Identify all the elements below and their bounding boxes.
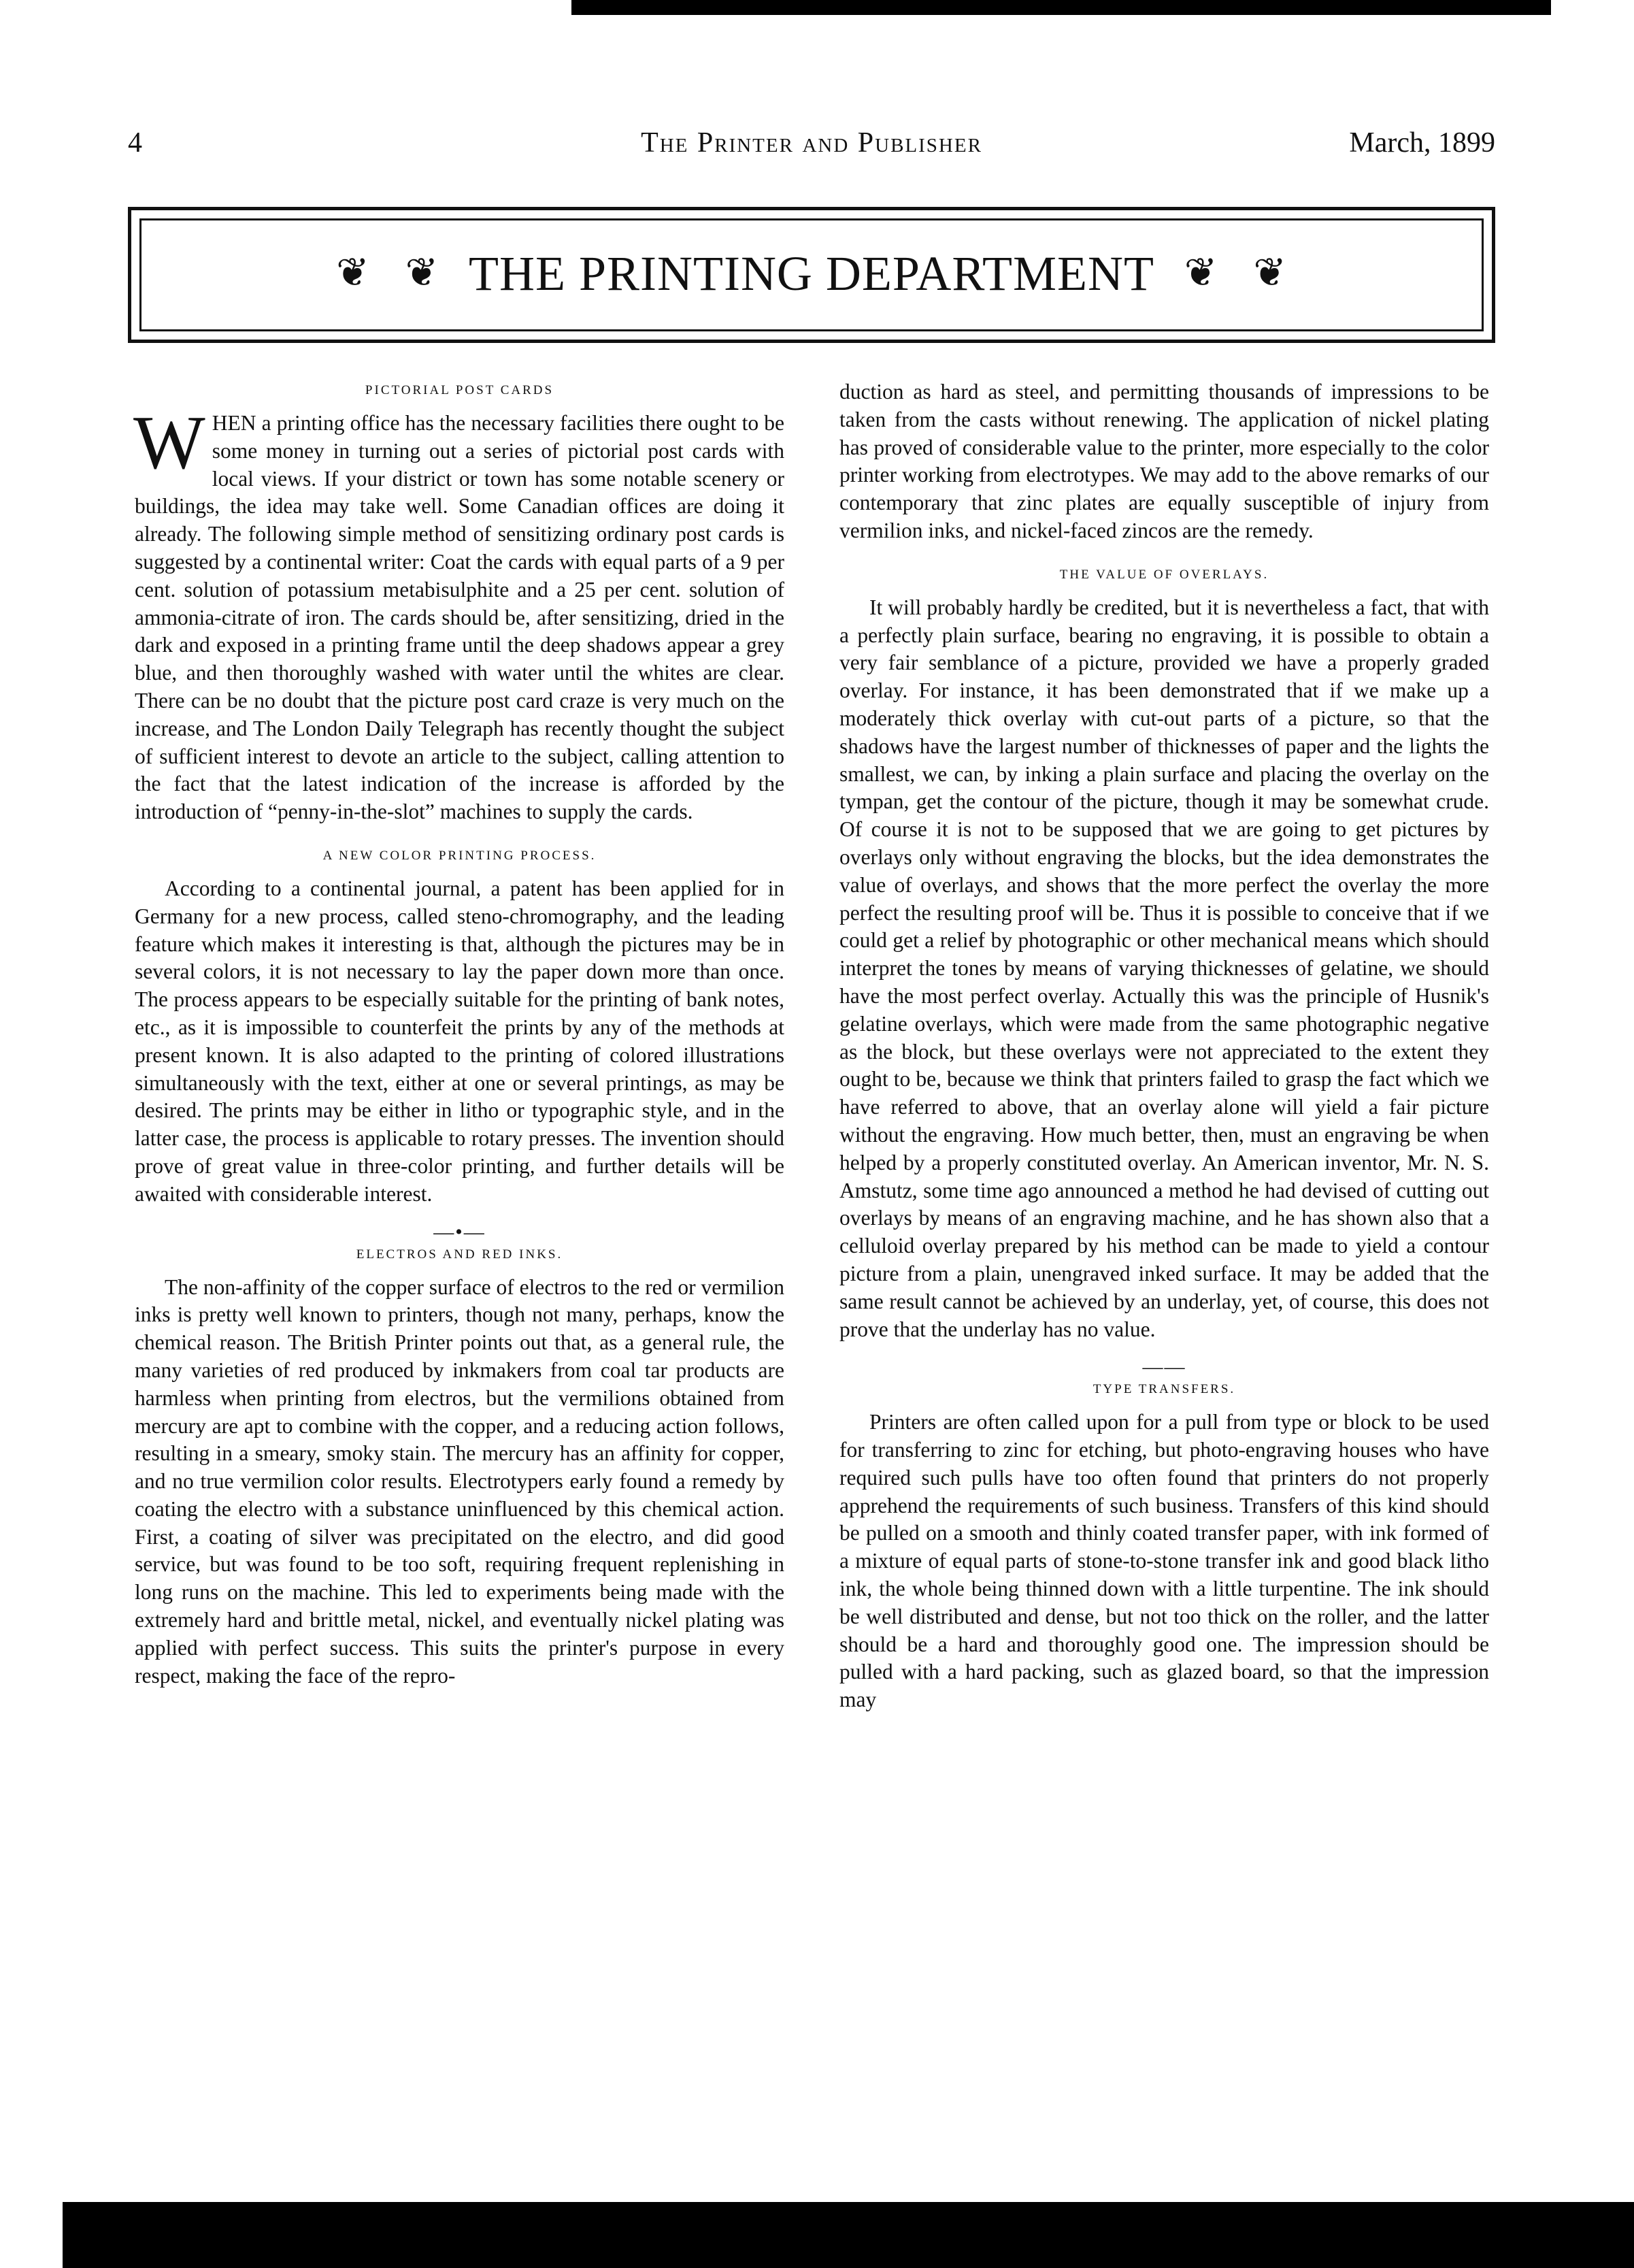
department-title: THE PRINTING DEPARTMENT (468, 246, 1154, 301)
article-heading-transfers: TYPE TRANSFERS. (1093, 1382, 1236, 1397)
right-column (839, 378, 1489, 1735)
department-title-line (131, 246, 1492, 302)
article-body-electros-continued: duction as hard as steel, and permitting thousands of impressions to be taken from the casts without renewing. The application of nickel plating has proved of considerable value to the printer, more especially to the color printer working from electrotypes. We may add to the above remarks of our contemporary that zinc plates are equally susceptible of injury from vermilion inks, and nickel-faced zincos are the remedy. (839, 380, 1489, 542)
left-column (135, 381, 784, 1710)
page-number: 4 (128, 127, 142, 159)
journal-title: The Printer and Publisher (641, 127, 982, 159)
section-separator: —— (1142, 1355, 1186, 1379)
bottom-scan-edge (63, 2202, 1634, 2268)
article-body-post-cards (133, 401, 784, 826)
article-body-electros: The non-affinity of the copper surface of electros to the red or vermilion inks is pretty well known to printers, though not many, perhaps, know the chemical reason. The British Printer points out that, as a general rule, the many varieties of red produced by inkmakers from coal tar products are harmless when printing from electros, but the vermilions obtained from mercury are apt to combine with the copper, and a reducing action follows, resulting in a smeary, smoky stain. The mercury has an affinity for copper, and no true vermilion color results. Electrotypers early found a remedy by coating the electro with a substance uninfluenced by this chemical action. First, a coating of silver was precipitated on the electro, and did good service, but was found to be too soft, requiring frequent replenishing in long runs on the machine. This led to experiments being made with the extremely hard and brittle metal, nickel, and eventually nickel plating was applied with perfect success. This suits the printer's purpose in every respect, making the face of the repro- (135, 1275, 784, 1688)
drop-cap: W (133, 401, 205, 485)
article-heading-post-cards: PICTORIAL POST CARDS (365, 383, 554, 397)
post-cards-text: HEN a printing office has the necessary facilities there ought to be some money in turning out a series of pictorial post cards with local views. If your district or town has some notable scenery or buildings, the idea may take well. Some Canadian offices are doing it already. The following simple method of sensitizing ordinary post cards is suggested by a continental writer: Coat the cards with equal parts of a 9 per cent. solution of potassium metabisulphite and a 25 per cent. solution of ammonia-citrate of iron. The cards should be, after sensitizing, dried in the dark and exposed in a printing frame until the deep shadows appear a grey blue, and then thoroughly washed with water until the whites are clear. There can be no doubt that the picture post card craze is very much on the increase, and The London Daily Telegraph has recently thought the subject of sufficient interest to devote an article to the subject, calling attention to the fact that the latest indication of the increase is afforded by the introduction of “penny-in-the-slot” machines to supply the cards. (135, 411, 784, 824)
section-separator: —•— (433, 1220, 486, 1243)
article-body-transfers: Printers are often called upon for a pull from type or block to be used for transferring to zinc for etching, but photo-engraving houses who have required such pulls have too often found that printers do not properly apprehend the requirements of such business. Transfers of this kind should be pulled on a smooth and thinly coated transfer paper, with ink formed of a mixture of equal parts of stone-to-stone transfer ink and good black litho ink, the whole being thinned down with a little turpentine. The ink should be well distributed and dense, but not too thick on the roller, and the latter should be a hard and thoroughly good one. The impression should be pulled with a hard packing, such as glazed board, so that the impression may (839, 1410, 1489, 1712)
ornament-icon: ❦ (1184, 250, 1218, 295)
article-heading-electros: ELECTROS AND RED INKS. (356, 1247, 563, 1262)
article-body-overlays: It will probably hardly be credited, but it is nevertheless a fact, that with a perfectly plain surface, bearing no engraving, it is possible to obtain a very fair semblance of a picture, provided we have a properly graded overlay. For instance, it has been demonstrated that if we make up a moderately thick overlay with cut-out parts of a picture, so that the shadows have the largest number of thicknesses of paper and the lights the smallest, we can, by inking a plain surface and placing the overlay on the tympan, get the contour of the picture, though it may be somewhat crude. Of course it is not to be supposed that we are going to get pictures by overlays only without engraving the blocks, but the idea demonstrates the value of overlays, and shows that the more perfect the overlay the more perfect the resulting proof will be. Thus it is possible to conceive that if we could get a relief by photographic or other mechanical means which should interpret the tones by means of varying thicknesses of gelatine, we should have the most perfect overlay. Actually this was the principle of Husnik's gelatine overlays, which were made from the same photographic negative as the block, but these overlays were not appreciated to the extent they ought to be, because we think that printers failed to grasp the fact which we have referred to above, that an overlay alone will yield a fair picture without the engraving. How much better, then, must an engraving be when helped by a properly constituted overlay. An American inventor, Mr. N. S. Amstutz, some time ago announced a method he had devised of cutting out overlays by means of an engraving machine, and he has shown also that a celluloid overlay prepared by his method can be made to yield a contour picture from a plain, unengraved inked surface. It may be added that the same result cannot be achieved by an underlay, yet, of course, this does not prove that the underlay has no value. (839, 595, 1489, 1341)
running-head (128, 122, 1495, 163)
article-heading-overlays: THE VALUE OF OVERLAYS. (1059, 567, 1269, 582)
article-body-color-process: According to a continental journal, a patent has been applied for in Germany for a new process, called steno-chromography, and the leading feature which makes it interesting is that, although the pictures may be in several colors, it is not necessary to lay the paper down more than once. The process appears to be especially suitable for the printing of bank notes, etc., as it is impossible to counterfeit the prints by any of the methods at present known. It is also adapted to the printing of colored illustrations simultaneously with the text, either at one or several printings, as may be desired. The prints may be either in litho or typographic style, and in the latter case, the process is applicable to rotary presses. The invention should prove of great value in three-color printing, and further details will be awaited with considerable interest. (135, 876, 784, 1206)
issue-date: March, 1899 (1349, 127, 1495, 159)
ornament-icon: ❦ (1253, 250, 1287, 295)
ornament-icon: ❦ (405, 250, 439, 295)
ornament-icon: ❦ (336, 250, 370, 295)
department-banner (128, 207, 1495, 343)
top-rule (571, 0, 1551, 15)
article-heading-color-process: A NEW COLOR PRINTING PROCESS. (322, 848, 597, 863)
